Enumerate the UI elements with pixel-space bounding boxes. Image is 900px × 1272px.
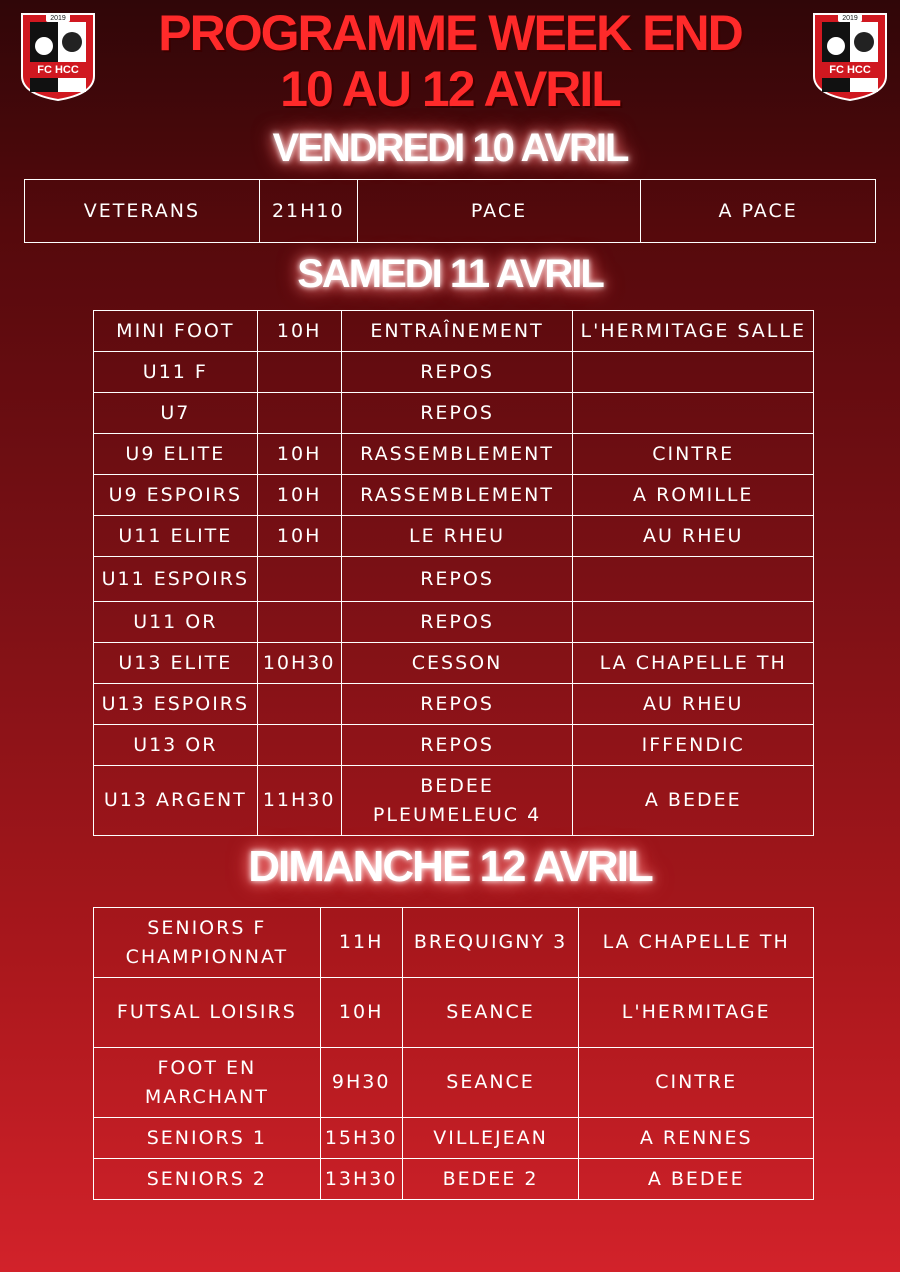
saturday-cell-team: U11 OR: [94, 602, 258, 643]
sunday-cell-team: FUTSAL LOISIRS: [94, 978, 321, 1048]
sunday-table: [93, 907, 814, 1200]
saturday-cell-match: RASSEMBLEMENT: [341, 475, 573, 516]
saturday-row: [94, 684, 814, 725]
saturday-row: [94, 643, 814, 684]
sunday-row: [94, 978, 814, 1048]
sunday-cell-venue: CINTRE: [579, 1048, 814, 1118]
saturday-cell-match: REPOS: [341, 684, 573, 725]
friday-cell-time: 21H10: [259, 180, 357, 243]
sunday-cell-match: BEDEE 2: [402, 1159, 579, 1200]
saturday-heading: SAMEDI 11 AVRIL: [297, 252, 603, 296]
saturday-row: [94, 352, 814, 393]
sunday-cell-team: SENIORS 2: [94, 1159, 321, 1200]
saturday-cell-team: U11 ELITE: [94, 516, 258, 557]
saturday-cell-team: U9 ESPOIRS: [94, 475, 258, 516]
saturday-cell-time: 10H: [257, 434, 341, 475]
saturday-cell-time: 10H: [257, 475, 341, 516]
saturday-cell-venue: A BEDEE: [573, 766, 814, 836]
saturday-cell-venue: A ROMILLE: [573, 475, 814, 516]
saturday-cell-team: U13 ELITE: [94, 643, 258, 684]
friday-row: [25, 180, 876, 243]
saturday-row: [94, 557, 814, 602]
saturday-cell-time: [257, 557, 341, 602]
sunday-cell-venue: LA CHAPELLE TH: [579, 908, 814, 978]
saturday-row: [94, 393, 814, 434]
sunday-cell-time: 9H30: [320, 1048, 402, 1118]
saturday-table: [93, 310, 814, 836]
page-title-line1: PROGRAMME WEEK END: [158, 5, 742, 61]
saturday-cell-match: RASSEMBLEMENT: [341, 434, 573, 475]
logo-text: FC HCC: [37, 64, 79, 76]
sunday-cell-venue: A BEDEE: [579, 1159, 814, 1200]
saturday-cell-venue: IFFENDIC: [573, 725, 814, 766]
saturday-cell-venue: [573, 557, 814, 602]
saturday-cell-match: REPOS: [341, 352, 573, 393]
saturday-cell-time: 10H: [257, 516, 341, 557]
sunday-cell-venue: A RENNES: [579, 1118, 814, 1159]
friday-cell-venue: A PACE: [641, 180, 876, 243]
friday-cell-match: PACE: [357, 180, 641, 243]
logo-year: 2019: [842, 15, 858, 22]
saturday-cell-venue: [573, 393, 814, 434]
logo-year: 2019: [50, 15, 66, 22]
saturday-cell-time: [257, 352, 341, 393]
sunday-cell-match: SEANCE: [402, 978, 579, 1048]
sunday-cell-time: 13H30: [320, 1159, 402, 1200]
saturday-row: [94, 516, 814, 557]
saturday-cell-match: LE RHEU: [341, 516, 573, 557]
saturday-row: [94, 434, 814, 475]
page-title-line2: 10 AU 12 AVRIL: [280, 61, 620, 117]
saturday-cell-time: 10H: [257, 311, 341, 352]
sunday-cell-venue: L'HERMITAGE: [579, 978, 814, 1048]
saturday-cell-team: U9 ELITE: [94, 434, 258, 475]
sunday-cell-team: SENIORS 1: [94, 1118, 321, 1159]
saturday-cell-match: REPOS: [341, 725, 573, 766]
saturday-cell-team: U11 F: [94, 352, 258, 393]
sunday-cell-match: VILLEJEAN: [402, 1118, 579, 1159]
saturday-cell-venue: [573, 602, 814, 643]
sunday-cell-match: SEANCE: [402, 1048, 579, 1118]
sunday-cell-time: 11H: [320, 908, 402, 978]
saturday-cell-match: REPOS: [341, 393, 573, 434]
saturday-row: [94, 311, 814, 352]
sunday-row: [94, 908, 814, 978]
sunday-cell-match: BREQUIGNY 3: [402, 908, 579, 978]
saturday-cell-match: BEDEE PLEUMELEUC 4: [341, 766, 573, 836]
saturday-cell-team: U13 ARGENT: [94, 766, 258, 836]
saturday-cell-time: [257, 684, 341, 725]
friday-cell-team: VETERANS: [25, 180, 260, 243]
friday-table: [24, 179, 876, 243]
sunday-heading: DIMANCHE 12 AVRIL: [248, 842, 652, 891]
friday-heading: VENDREDI 10 AVRIL: [272, 126, 628, 170]
saturday-cell-match: CESSON: [341, 643, 573, 684]
saturday-cell-venue: CINTRE: [573, 434, 814, 475]
saturday-cell-time: 10H30: [257, 643, 341, 684]
sunday-cell-time: 10H: [320, 978, 402, 1048]
saturday-cell-time: 11H30: [257, 766, 341, 836]
sunday-cell-team: FOOT EN MARCHANT: [94, 1048, 321, 1118]
saturday-cell-venue: AU RHEU: [573, 516, 814, 557]
sunday-row: [94, 1048, 814, 1118]
sunday-cell-time: 15H30: [320, 1118, 402, 1159]
sunday-cell-team: SENIORS F CHAMPIONNAT: [94, 908, 321, 978]
logo-text: FC HCC: [829, 64, 871, 76]
saturday-row: [94, 725, 814, 766]
saturday-row: [94, 475, 814, 516]
saturday-cell-match: ENTRAÎNEMENT: [341, 311, 573, 352]
saturday-cell-team: U11 ESPOIRS: [94, 557, 258, 602]
saturday-cell-venue: [573, 352, 814, 393]
saturday-cell-time: [257, 725, 341, 766]
saturday-cell-venue: LA CHAPELLE TH: [573, 643, 814, 684]
saturday-cell-time: [257, 602, 341, 643]
saturday-cell-match: REPOS: [341, 557, 573, 602]
saturday-row: [94, 766, 814, 836]
sunday-row: [94, 1159, 814, 1200]
saturday-cell-team: MINI FOOT: [94, 311, 258, 352]
saturday-cell-team: U13 OR: [94, 725, 258, 766]
saturday-cell-match: REPOS: [341, 602, 573, 643]
sunday-row: [94, 1118, 814, 1159]
saturday-row: [94, 602, 814, 643]
saturday-cell-team: U7: [94, 393, 258, 434]
saturday-cell-team: U13 ESPOIRS: [94, 684, 258, 725]
saturday-cell-venue: L'HERMITAGE SALLE: [573, 311, 814, 352]
saturday-cell-time: [257, 393, 341, 434]
saturday-cell-venue: AU RHEU: [573, 684, 814, 725]
